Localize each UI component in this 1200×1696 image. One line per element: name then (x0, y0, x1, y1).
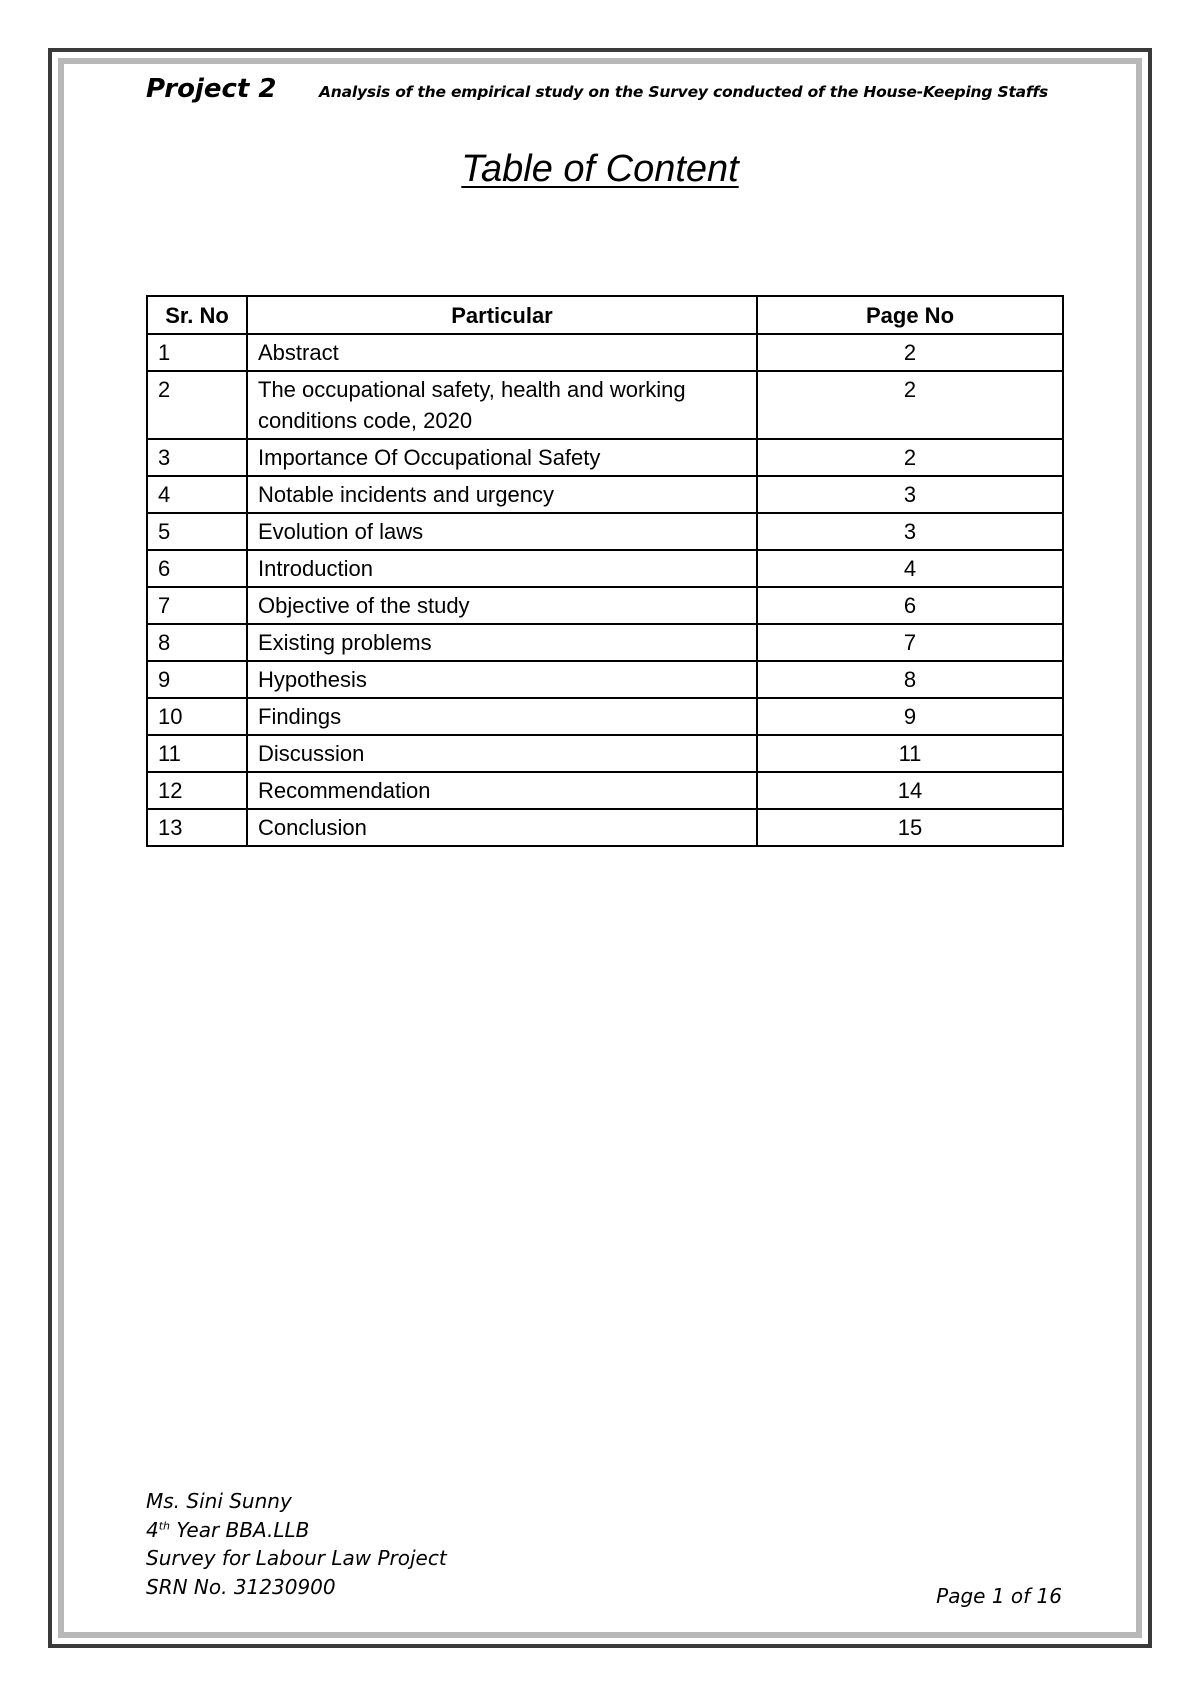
page-no-cell: 4 (757, 550, 1063, 587)
particular-cell: Hypothesis (247, 661, 757, 698)
sr-no-cell: 4 (147, 476, 247, 513)
table-row (147, 735, 1063, 772)
particular-cell: Importance Of Occupational Safety (247, 439, 757, 476)
particular-cell: The occupational safety, health and working conditions code, 2020 (247, 371, 757, 439)
column-header-particular: Particular (247, 296, 757, 334)
table-row (147, 371, 1063, 439)
page-header (146, 74, 1066, 114)
column-header-page-no: Page No (757, 296, 1063, 334)
header-project: Project 2 (146, 74, 277, 104)
sr-no-cell: 11 (147, 735, 247, 772)
sr-no-cell: 3 (147, 439, 247, 476)
year-number: 4 (146, 1517, 159, 1542)
table-row (147, 513, 1063, 550)
particular-cell: Objective of the study (247, 587, 757, 624)
particular-cell: Notable incidents and urgency (247, 476, 757, 513)
particular-cell: Existing problems (247, 624, 757, 661)
particular-cell: Findings (247, 698, 757, 735)
page-number: Page 1 of 16 (936, 1584, 1062, 1608)
page-no-cell: 14 (757, 772, 1063, 809)
particular-cell: Abstract (247, 334, 757, 371)
footer-info (146, 1487, 447, 1601)
page-no-cell: 6 (757, 587, 1063, 624)
sr-no-cell: 13 (147, 809, 247, 846)
table-row (147, 334, 1063, 371)
particular-cell: Recommendation (247, 772, 757, 809)
page-no-cell: 2 (757, 371, 1063, 439)
sr-no-cell: 8 (147, 624, 247, 661)
srn-number: SRN No. 31230900 (146, 1574, 336, 1599)
particular-cell: Conclusion (247, 809, 757, 846)
table-header-row (147, 296, 1063, 334)
particular-cell: Discussion (247, 735, 757, 772)
table-row (147, 476, 1063, 513)
table-row (147, 550, 1063, 587)
page-no-cell: 2 (757, 439, 1063, 476)
page-no-cell: 7 (757, 624, 1063, 661)
page-no-cell: 15 (757, 809, 1063, 846)
sr-no-cell: 1 (147, 334, 247, 371)
sr-no-cell: 5 (147, 513, 247, 550)
table-row (147, 772, 1063, 809)
sr-no-cell: 7 (147, 587, 247, 624)
year-rest: Year BBA.LLB (170, 1517, 310, 1542)
author-name: Ms. Sini Sunny (146, 1489, 292, 1513)
table-row (147, 439, 1063, 476)
particular-cell: Evolution of laws (247, 513, 757, 550)
table-row (147, 661, 1063, 698)
page-no-cell: 3 (757, 513, 1063, 550)
table-row (147, 624, 1063, 661)
particular-cell: Introduction (247, 550, 757, 587)
table-row (147, 587, 1063, 624)
author-year (146, 1516, 447, 1545)
table-body (147, 334, 1063, 846)
column-header-sr-no: Sr. No (147, 296, 247, 334)
page-no-cell: 8 (757, 661, 1063, 698)
sr-no-cell: 6 (147, 550, 247, 587)
page-no-cell: 2 (757, 334, 1063, 371)
header-subtitle: Analysis of the empirical study on the Survey conducted of the House-Keeping Staffs (318, 83, 1049, 101)
sr-no-cell: 9 (147, 661, 247, 698)
table-row (147, 809, 1063, 846)
project-name: Survey for Labour Law Project (146, 1546, 447, 1570)
table-row (147, 698, 1063, 735)
sr-no-cell: 10 (147, 698, 247, 735)
sr-no-cell: 12 (147, 772, 247, 809)
toc-table (146, 295, 1064, 847)
page-no-cell: 9 (757, 698, 1063, 735)
page-no-cell: 3 (757, 476, 1063, 513)
page-no-cell: 11 (757, 735, 1063, 772)
year-suffix: th (158, 1518, 171, 1532)
page-title: Table of Content (461, 148, 739, 190)
sr-no-cell: 2 (147, 371, 247, 439)
